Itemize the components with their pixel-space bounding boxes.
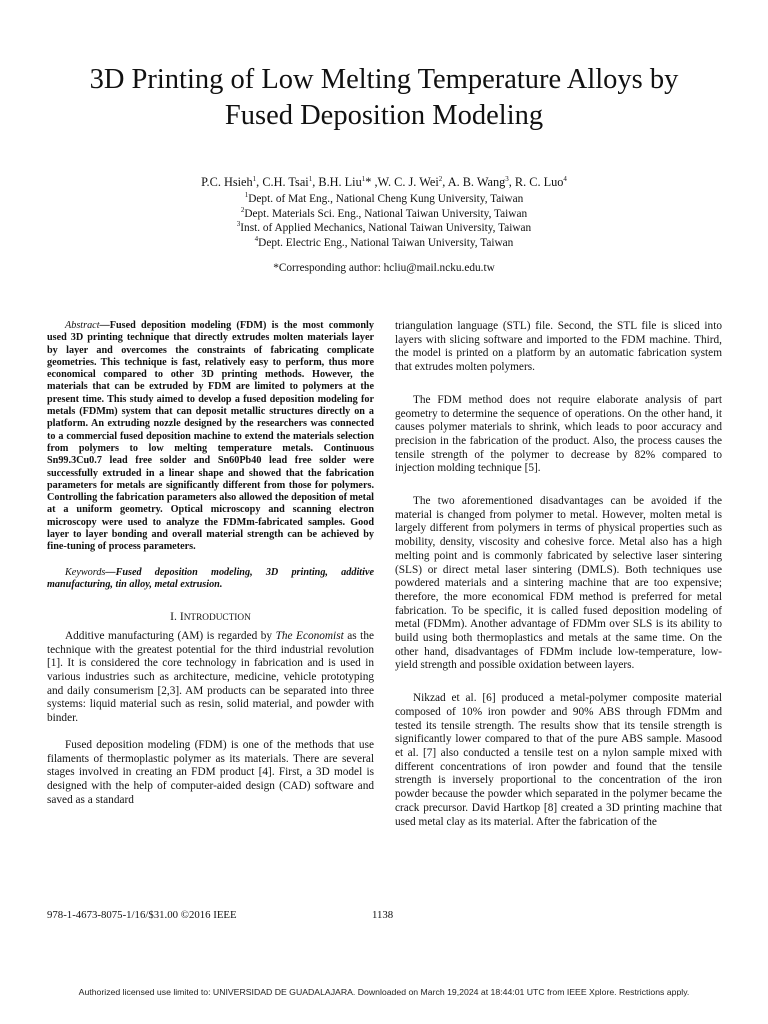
affiliation-marker: 2: [240, 205, 245, 214]
author-1: P.C. Hsieh: [201, 175, 253, 189]
license-notice: Authorized licensed use limited to: UNIVERSIDAD DE GUADALAJARA. Downloaded on March 19,2024 at 18:44:01 UTC from IEEE Xplore. Restrictions apply.: [78, 987, 690, 997]
affiliation-2: [0, 207, 768, 222]
affiliation-text: Inst. of Applied Mechanics, National Taiwan University, Taiwan: [240, 222, 532, 234]
title-line-2: Fused Deposition Modeling: [224, 100, 544, 131]
author-list: [0, 173, 768, 191]
affiliation-4: [0, 236, 768, 251]
body-paragraph-2: The FDM method does not require elaborate analysis of part geometry to determine the sequence of operations. On the other hand, it causes polymer materials to shrink, which leads to poor accuracy and precision in the fabrication of the product. Also, the process causes the tensile strength of the polymer to decrease by 82% compared to injection molding technique [5].: [395, 393, 722, 475]
intro-p1-text-b: as the technique with the greatest potential for the third industrial revolution [1]. It is considered the core technology in fabrication and is used in various industries such as architecture, medicine, vehicle prototyping and daily consumerism [2,3]. AM products can be separated into three systems: liquid material such as resin, solid material, and powder with binder.: [47, 629, 374, 725]
author-2: , C.H. Tsai: [256, 175, 309, 189]
abstract-label: Abstract: [65, 320, 100, 331]
body-paragraph-3: The two aforementioned disadvantages can be avoided if the material is changed from polymer to metal. However, molten metal is largely different from polymers in terms of physical properties such as mobility, density, viscosity and cohesive force. Metal also has a high melting point and is commonly fabricated by selective laser sintering (SLS) or direct metal laser sintering (DMLS). Both techniques use powdered materials and a sintering machine that are too expensive; therefore, the more economical FDM method is preferred for metal fabrication. To be specific, it is called fused deposition modeling of metal (FDMm). Another advantage of FDMm over SLS is its ability to build using both thermoplastics and metals at the same time. On the other hand, disadvantages of FDMm include low-temperature, low-yield strength and possible oxidation between layers.: [395, 495, 722, 672]
title-line-1: 3D Printing of Low Melting Temperature Alloys by: [89, 64, 679, 95]
body-paragraph-4: Nikzad et al. [6] produced a metal-polymer composite material composed of 10% iron powder and 90% ABS through FDMm and tested its tensile strength. The results show that its tensile strength is significantly lower compared to that of the pure ABS sample. Masood et al. [7] also conducted a tensile test on a nylon sample mixed with different concentrations of iron powder and found that the tensile strength is inversely proportional to the concentration of the iron powder because the powder which separated in the polymer became the crack precursor. David Hartkop [8] created a 3D printing machine that used metal clay as its material. After the fabrication of the: [395, 692, 722, 828]
page-number: 1138: [372, 909, 394, 921]
affiliation-text: Dept. of Mat Eng., National Cheng Kung University, Taiwan: [248, 193, 524, 205]
right-column: [395, 320, 722, 829]
abstract-text: —Fused deposition modeling (FDM) is the most commonly used 3D printing technique that directly extrudes molten materials layer by layer and overcomes the constraints of fabricating complicate geometries. This technique is fast, relatively easy to perform, thus more economical compared to other 3D printing methods. However, the materials that can be extruded by FDM are limited to polymers at the present time. This study aimed to develop a fused deposition modeling for metals (FDMm) system that can deposit metallic structures directly on a platform. An extruding nozzle designed by the researchers was connected to a commercial fused deposition machine to extend the materials selection from polymers to low melting temperature metals. Continuous Sn99.3Cu0.7 lead free solder and Sn60Pb40 lead free solder were successfully extruded in a linear shape and showed that the fabrication parameters for metals are significantly different from those for polymers. Controlling the fabrication parameters also allowed the deposition of metal at a uniform geometry. Optical microscopy and scanning electron microscopy were used to analyze the FDMm-fabricated samples. Good layer to layer bonding and overall material strength can be achieved by fine-tuning of process parameters.: [47, 320, 374, 553]
intro-p1-text-a: Additive manufacturing (AM) is regarded by: [65, 629, 276, 642]
footer-isbn: 978-1-4673-8075-1/16/$31.00 ©2016 IEEE: [47, 909, 237, 921]
author-2-affil: 1: [308, 174, 313, 183]
intro-paragraph-1: [47, 630, 374, 726]
affiliation-list: [0, 192, 768, 250]
corresponding-author: *Corresponding author: hcliu@mail.ncku.edu.tw: [273, 262, 495, 274]
body-paragraph-1: triangulation language (STL) file. Second, the STL file is sliced into layers with slicing software and imported to the FDM machine. Third, the model is printed on a platform by an automatic fabrication system that extrudes molten polymers.: [395, 320, 722, 374]
affiliation-marker: 1: [244, 191, 249, 200]
affiliation-3: [0, 221, 768, 236]
left-column: [47, 320, 374, 807]
affiliation-1: [0, 192, 768, 207]
author-5-affil: 3: [505, 174, 509, 183]
paper-title: [0, 62, 768, 134]
author-4-affil: 2: [438, 174, 443, 183]
author-5: , A. B. Wang: [442, 175, 506, 189]
affiliation-text: Dept. Electric Eng., National Taiwan University, Taiwan: [258, 236, 514, 249]
author-6: , R. C. Luo: [508, 175, 564, 189]
keywords-label: Keywords: [65, 566, 106, 578]
author-1-affil: 1: [252, 174, 257, 183]
author-3: , B.H. Liu: [312, 175, 362, 189]
section-number: I. I: [170, 610, 184, 624]
keywords-text: —Fused deposition modeling, 3D printing, additive manufacturing, tin alloy, metal extrusion.: [47, 566, 374, 590]
affiliation-marker: 4: [254, 234, 259, 243]
section-heading-introduction: [47, 610, 374, 626]
abstract: [47, 320, 374, 554]
keywords: [47, 567, 374, 592]
section-title: NTRODUCTION: [183, 613, 251, 624]
affiliation-text: Dept. Materials Sci. Eng., National Taiwan University, Taiwan: [244, 207, 528, 220]
intro-p1-italic: The Economist: [275, 629, 344, 642]
author-3-affil: 1: [361, 174, 366, 183]
intro-paragraph-2: Fused deposition modeling (FDM) is one of the methods that use filaments of thermoplastic polymer as its materials. There are several stages involved in creating an FDM product [4]. First, a 3D model is designed with the help of computer-aided design (CAD) software and saved as a standard: [47, 738, 374, 806]
author-4: * ,W. C. J. Wei: [365, 175, 439, 189]
author-6-affil: 4: [563, 174, 567, 183]
affiliation-marker: 3: [236, 220, 241, 229]
